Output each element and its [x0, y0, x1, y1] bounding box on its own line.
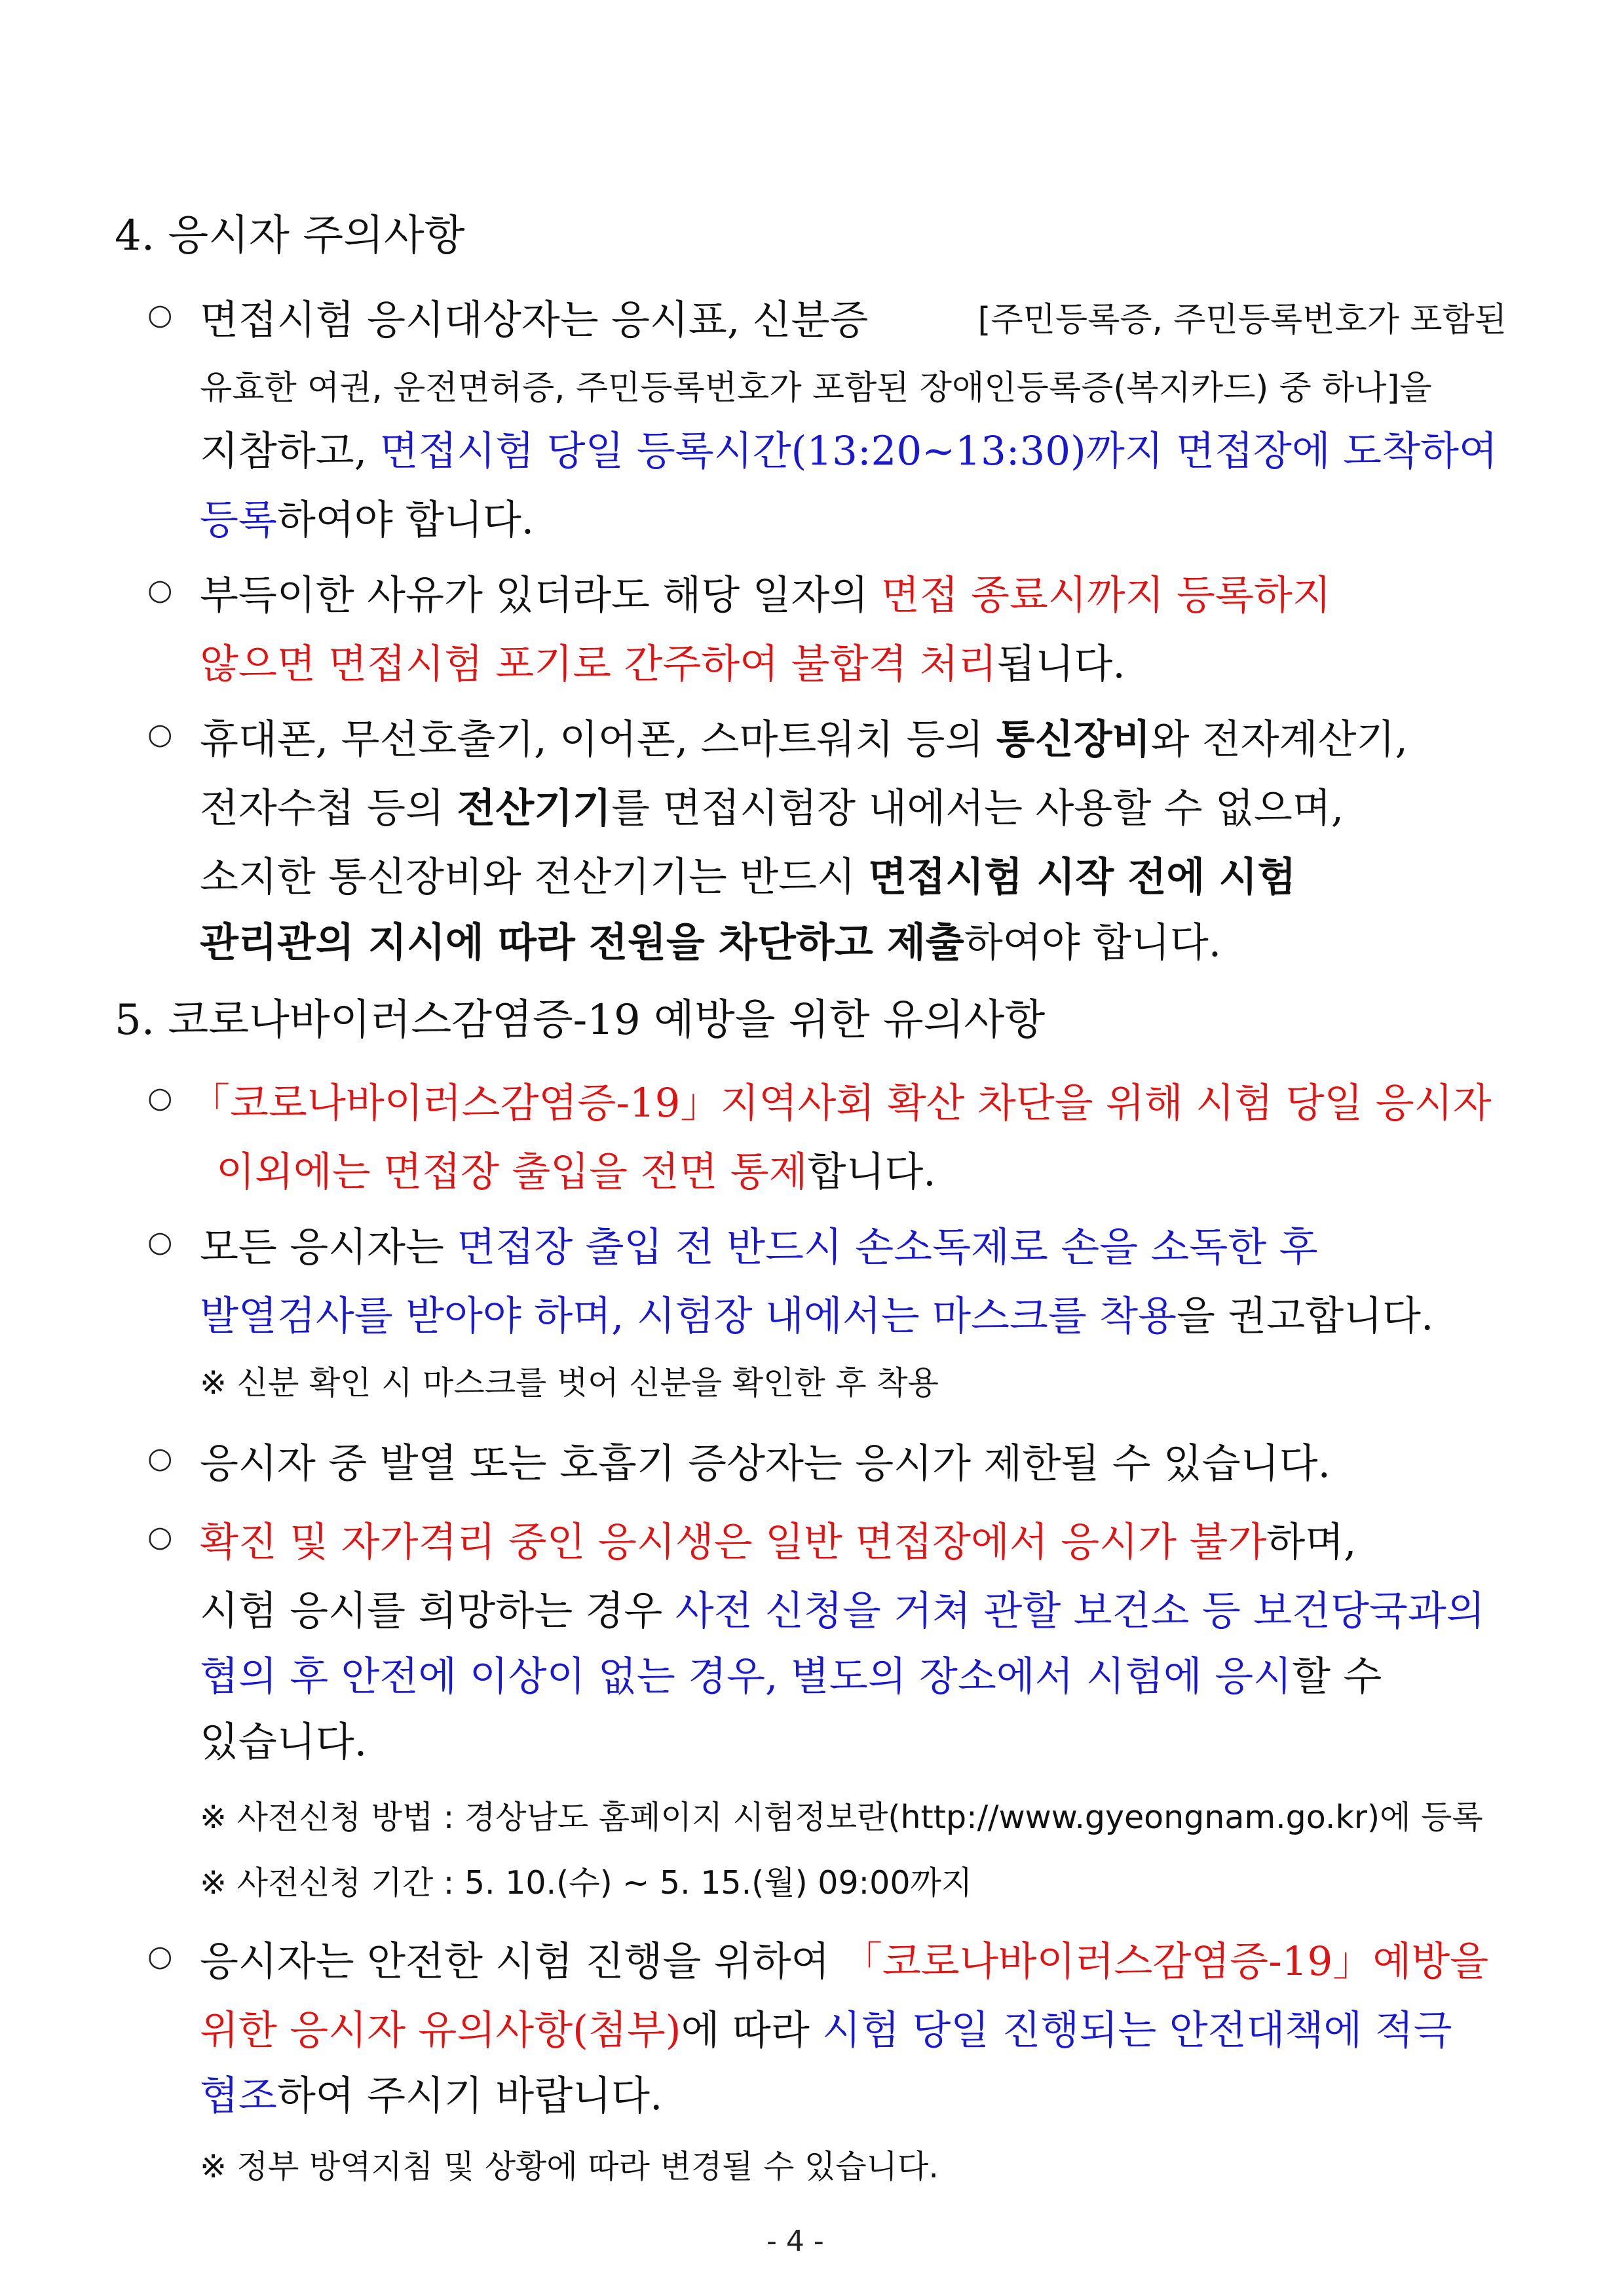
- s5-b2-line1: [200, 1215, 1318, 1272]
- s4-b3-line1: [200, 708, 1408, 765]
- s5-b4-note-1: ※ 사전신청 방법 : 경상남도 홈페이지 시험정보란(http://www.gyeongnam.go.kr)에 등록: [200, 1799, 1483, 1836]
- s5-b5-note: ※ 정부 방역지침 및 상황에 따라 변경될 수 있습니다.: [200, 2148, 939, 2185]
- text-run: 와 전자계산기,: [1150, 716, 1408, 763]
- bullet-icon: ○: [147, 298, 173, 332]
- text-run: 를 면접시험장 내에서는 사용할 수 없으며,: [611, 785, 1344, 832]
- text-run: 응시자 중 발열 또는 호흡기 증상자는 응시가 제한될 수 있습니다.: [200, 1440, 1331, 1487]
- text-run: 소지한 통신장비와 전산기기는 반드시: [200, 854, 869, 900]
- s4-b3-line3: [200, 845, 1296, 902]
- text-run: 시험 응시를 희망하는 경우: [200, 1588, 675, 1634]
- s5-b4-line2: [200, 1579, 1485, 1636]
- bullet-icon: ○: [147, 573, 173, 607]
- s4-b1-line1: [200, 288, 1507, 345]
- s5-b1-line1: [190, 1071, 1492, 1128]
- text-run-red: 「코로나바이러스감염증-19」지역사회 확산 차단을 위해 시험 당일 응시자: [190, 1080, 1492, 1126]
- text-run: 에 따라: [681, 2007, 823, 2054]
- s5-b5-line1: [200, 1930, 1488, 1987]
- text-run: 부득이한 사유가 있더라도 해당 일자의: [200, 572, 881, 619]
- text-run: 하여 주시기 바랍니다.: [276, 2073, 663, 2119]
- s4-b3-line2: [200, 776, 1344, 833]
- text-run-bold: 전산기기: [457, 785, 612, 832]
- text-run: 전자수첩 등의: [200, 785, 457, 832]
- text-run: 모든 응시자는: [200, 1224, 457, 1271]
- text-run-red: 이외에는 면접장 출입을 전면 통제: [216, 1149, 808, 1195]
- s5-b5-line3: [200, 2064, 662, 2121]
- text-run: 됩니다.: [996, 641, 1125, 687]
- text-run: 휴대폰, 무선호출기, 이어폰, 스마트워치 등의: [200, 716, 996, 763]
- text-run: 지참하고,: [200, 428, 380, 474]
- page-number: - 4 -: [766, 2225, 824, 2258]
- text-run-red: 면접 종료시까지 등록하지: [880, 572, 1331, 619]
- s5-b2-note: ※ 신분 확인 시 마스크를 벗어 신분을 확인한 후 착용: [200, 1364, 939, 1402]
- s4-b1-line4: [200, 488, 534, 545]
- text-run: 을 권고합니다.: [1177, 1293, 1434, 1339]
- text-run-red: 「코로나바이러스감염증-19」예방을: [842, 1938, 1489, 1985]
- text-run: 합니다.: [807, 1149, 936, 1195]
- text-run-blue: 면접장 출입 전 반드시 손소독제로 손을 소독한 후: [457, 1224, 1318, 1271]
- bullet-icon: ○: [147, 718, 173, 751]
- text-run-bold: 면접시험 시작 전에 시험: [868, 854, 1296, 900]
- section-4-title: 4. 응시자 주의사항: [115, 212, 465, 260]
- s4-b1-line2: 유효한 여권, 운전면허증, 주민등록번호가 포함된 장애인등록증(복지카드) 중 하나]을: [200, 369, 1432, 408]
- s4-b2-line1: [200, 564, 1331, 621]
- text-run-blue: 협조: [200, 2073, 277, 2119]
- bullet-icon: ○: [147, 1442, 173, 1475]
- text-run: 응시자는 안전한 시험 진행을 위하여: [200, 1938, 842, 1985]
- bullet-icon: ○: [147, 1081, 173, 1115]
- s5-b3-line1: [200, 1432, 1331, 1489]
- text-run-blue: 협의 후 안전에 이상이 없는 경우, 별도의 장소에서 시험에 응시: [200, 1653, 1293, 1700]
- text-run: 할 수: [1292, 1653, 1382, 1700]
- text-run: 하며,: [1266, 1519, 1357, 1565]
- s5-b4-note-2: ※ 사전신청 기간 : 5. 10.(수) ~ 5. 15.(월) 09:00까지: [200, 1864, 973, 1902]
- text-run: [주민등록증, 주민등록번호가 포함된: [977, 301, 1507, 339]
- s5-b2-line2: [200, 1284, 1433, 1341]
- s5-b1-line2: [216, 1140, 936, 1197]
- text-run: 하여야 합니다.: [964, 919, 1222, 966]
- bullet-icon: ○: [147, 1225, 173, 1259]
- bullet-icon: ○: [147, 1520, 173, 1554]
- text-run-blue: 사전 신청을 거쳐 관할 보건소 등 보건당국과의: [675, 1588, 1485, 1634]
- s5-b4-line4: [200, 1710, 367, 1767]
- text-run: 면접시험 응시대상자는 응시표, 신분증: [200, 297, 869, 343]
- text-run-red: 위한 응시자 유의사항(첨부): [200, 2007, 681, 2054]
- text-run: 하여야 합니다.: [276, 497, 535, 543]
- s5-b4-line3: [200, 1645, 1382, 1702]
- text-run-bold: 관리관의 지시에 따라 전원을 차단하고 제출: [200, 919, 964, 966]
- text-run-blue: 등록: [200, 497, 277, 543]
- text-run: 있습니다.: [200, 1719, 368, 1765]
- section-5-title: 5. 코로나바이러스감염증-19 예방을 위한 유의사항: [115, 996, 1046, 1044]
- s4-b3-line4: [200, 911, 1221, 968]
- text-run-red: 않으면 면접시험 포기로 간주하여 불합격 처리: [200, 641, 997, 687]
- s5-b4-line1: [200, 1510, 1357, 1567]
- text-run-blue: 발열검사를 받아야 하며, 시험장 내에서는 마스크를 착용: [200, 1293, 1177, 1339]
- text-run-red: 확진 및 자가격리 중인 응시생은 일반 면접장에서 응시가 불가: [200, 1519, 1267, 1565]
- text-run-blue: 면접시험 당일 등록시간(13:20~13:30)까지 면접장에 도착하여: [379, 428, 1498, 474]
- s4-b1-line3: [200, 419, 1498, 476]
- s5-b5-line2: [200, 1999, 1452, 2056]
- text-run-blue: 시험 당일 진행되는 안전대책에 적극: [822, 2007, 1452, 2054]
- s4-b2-line2: [200, 632, 1125, 689]
- text-run-bold: 통신장비: [996, 716, 1151, 763]
- bullet-icon: ○: [147, 1940, 173, 1973]
